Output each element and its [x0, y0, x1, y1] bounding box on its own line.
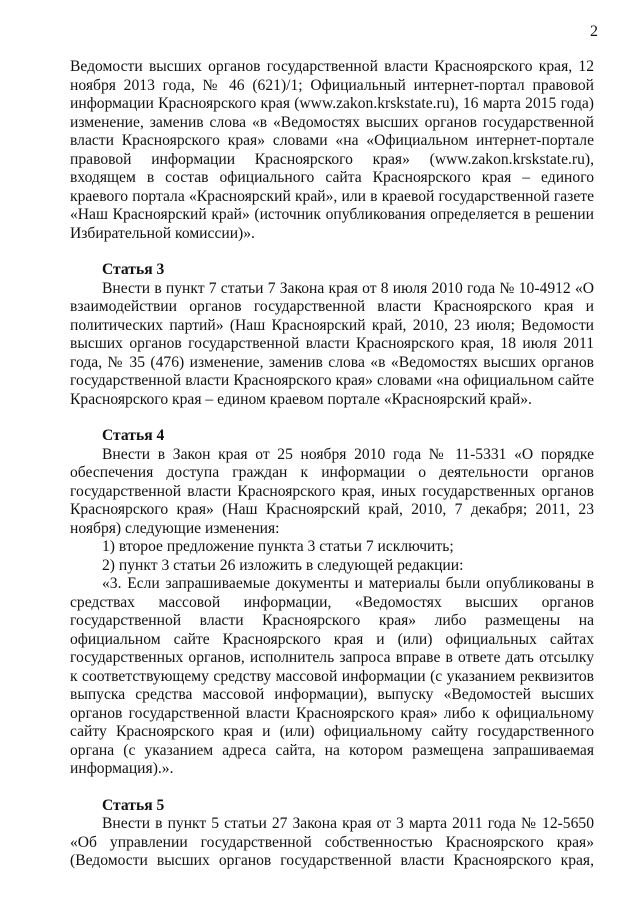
- page-number: 2: [590, 23, 598, 40]
- article-3-text: Внести в пункт 7 статьи 7 Закона края от 8 июля 2010 года № 10-4912 «О взаимодействии органов государственной власти Красноярского края и политических партий» (Наш Красноярский край, 2010, 23 июля; Ведомости высших органов государственной власти Красноярского края, 18 июля 2011 года, № 35 (476) изменение, заменив слова «в «Ведомостях высших органов государственной власти Красноярского края» словами «на официальном сайте Красноярского края – едином краевом портале «Красноярский край».: [70, 279, 594, 408]
- article-3-heading: Статья 3: [102, 261, 165, 278]
- article-4-item-1: 1) второе предложение пункта 3 статьи 7 исключить;: [102, 538, 454, 555]
- article-4-heading: Статья 4: [102, 427, 165, 444]
- article-5-heading: Статья 5: [102, 796, 165, 814]
- article-4-text: Внести в Закон края от 25 ноября 2010 года № 11-5331 «О порядке обеспечения доступа граждан к информации о деятельности органов государственной власти Красноярского края, иных государственных органов Красноярского края» (Наш Красноярский край, 2010, 7 декабря; 2011, 23 ноября) следующие изменения:: [70, 445, 594, 537]
- article-4-quote: «3. Если запрашиваемые документы и материалы были опубликованы в средствах массовой информации, «Ведомостях высших органов государственной власти Красноярского края» либо размещены на официальном сайте Красноярского края и (или) официальных сайтах государственных органов, исполнитель запроса вправе в ответе дать отсылку к соответствующему средству массовой информации (с указанием реквизитов выпуска средства массовой информации), выпуску «Ведомостей высших органов государственной власти Красноярского края» либо к официальному сайту Красноярского края и (или) официальному сайту государственного органа (с указанием адреса сайта, на котором размещена запрашиваемая информация).».: [70, 575, 594, 777]
- article-5-text: Внести в пункт 5 статьи 27 Закона края от 3 марта 2011 года № 12-5650 «Об управлении государственной собственностью Красноярского края» (Ведомости высших органов государственной власти Красноярского края,: [70, 815, 594, 869]
- intro-paragraph: Ведомости высших органов государственной власти Красноярского края, 12 ноября 2013 года, № 46 (621)/1; Официальный интернет-портал правовой информации Красноярского края (www.zakon.krskstate.ru), 16 марта 2015 года) изменение, заменив слова «в «Ведомостях высших органов государственной власти Красноярского края» словами «на «Официальном интернет-портале правовой информации Красноярского края» (www.zakon.krskstate.ru), входящем в состав официального сайта Красноярского края – единого краевого портала «Красноярский край», или в краевой государственной газете «Наш Красноярский край» (источник опубликования определяется в решении Избирательной комиссии)».: [70, 58, 594, 242]
- document-body: [70, 58, 594, 871]
- article-4-item-2: 2) пункт 3 статьи 26 изложить в следующей редакции:: [102, 556, 464, 574]
